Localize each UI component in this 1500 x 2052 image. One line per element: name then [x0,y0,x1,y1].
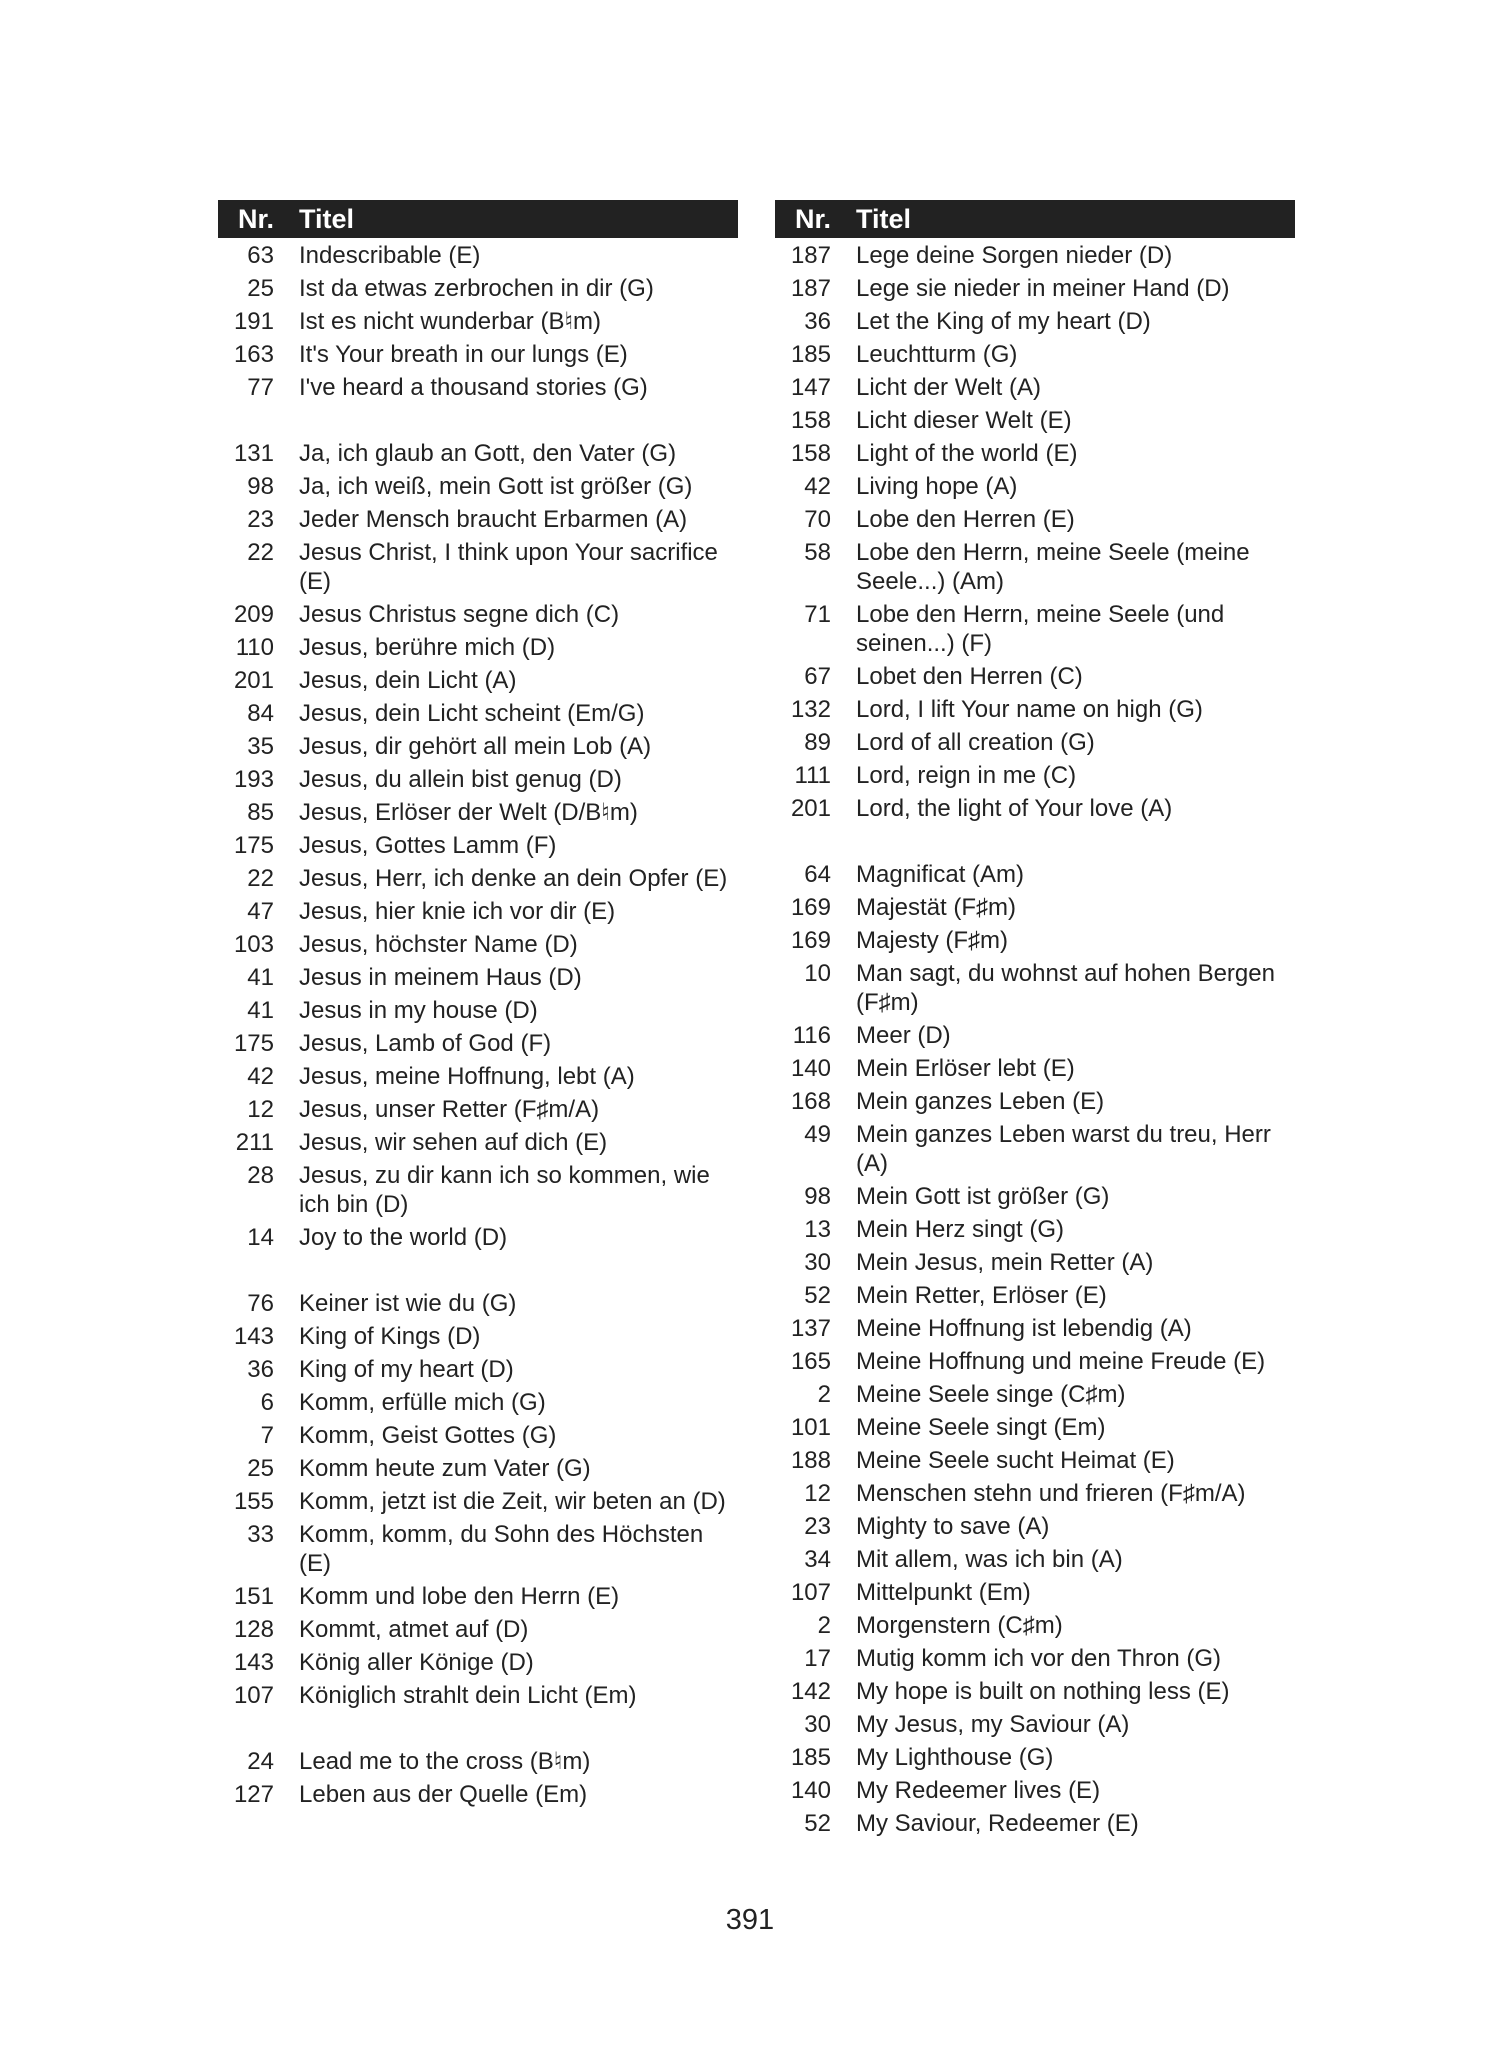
song-number: 107 [233,1682,274,1709]
song-number: 30 [804,1711,831,1738]
index-entry [775,1312,1295,1345]
song-title: Majestät (F♯m) [856,894,1017,921]
section-spacer [218,1254,738,1287]
song-title: My Saviour, Redeemer (E) [856,1810,1139,1837]
song-title: Königlich strahlt dein Licht (Em) [299,1682,637,1709]
song-number: 143 [233,1323,274,1350]
index-entry [775,1609,1295,1642]
index-entry [218,961,738,994]
index-entry [218,895,738,928]
index-entry [775,1378,1295,1411]
song-title: Lead me to the cross (B♮m) [299,1748,591,1775]
song-number: 42 [247,1063,274,1090]
song-number: 24 [247,1748,274,1775]
song-title: It's Your breath in our lungs (E) [299,341,628,368]
index-entry [218,470,738,503]
index-entry [775,437,1295,470]
song-number: 140 [790,1055,831,1082]
index-entry [218,1221,738,1254]
index-entry [775,1052,1295,1085]
song-number: 14 [247,1224,274,1251]
index-list-right [775,239,1295,1840]
song-number: 76 [247,1290,274,1317]
song-title: Komm, Geist Gottes (G) [299,1422,557,1449]
song-number: 163 [233,341,274,368]
song-number: 101 [790,1414,831,1441]
song-title: Mein Retter, Erlöser (E) [856,1282,1107,1309]
song-title: Jesus, höchster Name (D) [299,931,578,958]
index-entry [218,1159,738,1221]
index-entry [775,1279,1295,1312]
song-number: 23 [804,1513,831,1540]
index-entry [218,1485,738,1518]
song-title: Ja, ich glaub an Gott, den Vater (G) [299,440,677,467]
song-number: 47 [247,898,274,925]
song-title: I've heard a thousand stories (G) [299,374,648,401]
song-title: Meine Hoffnung ist lebendig (A) [856,1315,1192,1342]
song-title: Jesus in my house (D) [299,997,538,1024]
song-title: Mittelpunkt (Em) [856,1579,1031,1606]
song-title: Jesus, unser Retter (F♯m/A) [299,1096,600,1123]
song-number: 22 [247,865,274,892]
song-number: 132 [790,696,831,723]
index-entry [218,1452,738,1485]
song-number: 175 [233,832,274,859]
index-entry [218,1126,738,1159]
song-number: 131 [233,440,274,467]
song-title: Jesus, Herr, ich denke an dein Opfer (E) [299,865,728,892]
index-entry [218,1060,738,1093]
song-title: Lobe den Herren (E) [856,506,1075,533]
index-entry [775,1411,1295,1444]
index-entry [775,371,1295,404]
song-title: Jesus, zu dir kann ich so kommen, wie ich bin (D) [299,1162,710,1218]
song-title: Ist es nicht wunderbar (B♮m) [299,308,602,335]
index-entry [218,763,738,796]
song-title: Jesus, Lamb of God (F) [299,1030,552,1057]
song-number: 10 [804,960,831,987]
song-number: 64 [804,861,831,888]
song-number: 158 [790,440,831,467]
index-entry [775,726,1295,759]
song-number: 110 [235,634,274,661]
index-entry [775,338,1295,371]
song-number: 201 [233,667,274,694]
index-column-right [775,200,1295,1840]
song-title: Lege deine Sorgen nieder (D) [856,242,1173,269]
index-entry [218,1613,738,1646]
song-number: 169 [790,894,831,921]
song-number: 35 [247,733,274,760]
header-nr: Nr. [794,203,831,234]
index-entry [775,1180,1295,1213]
song-number: 187 [790,275,831,302]
song-number: 67 [804,663,831,690]
song-title: Meine Hoffnung und meine Freude (E) [856,1348,1266,1375]
song-number: 71 [804,601,831,628]
song-number: 127 [233,1781,274,1808]
index-entry [218,664,738,697]
index-entry [775,858,1295,891]
song-number: 84 [247,700,274,727]
song-title: Lege sie nieder in meiner Hand (D) [856,275,1230,302]
song-title: King of my heart (D) [299,1356,514,1383]
song-title: Mein Gott ist größer (G) [856,1183,1110,1210]
song-number: 34 [804,1546,831,1573]
song-title: Mein Jesus, mein Retter (A) [856,1249,1154,1276]
index-entry [775,503,1295,536]
index-entry [775,1576,1295,1609]
song-number: 6 [260,1389,274,1416]
index-entry [775,470,1295,503]
song-number: 2 [817,1612,831,1639]
index-entry [775,1118,1295,1180]
index-entry [775,759,1295,792]
index-entry [775,1019,1295,1052]
index-entry [218,994,738,1027]
song-title: Meine Seele singt (Em) [856,1414,1106,1441]
index-entry [775,305,1295,338]
index-entry [775,1510,1295,1543]
song-title: Jesus, dein Licht scheint (Em/G) [299,700,645,727]
song-number: 30 [804,1249,831,1276]
index-entry [218,1353,738,1386]
song-number: 17 [804,1645,831,1672]
song-number: 33 [247,1521,274,1548]
song-title: Let the King of my heart (D) [856,308,1151,335]
song-number: 85 [247,799,274,826]
index-entry [218,338,738,371]
song-title: Jeder Mensch braucht Erbarmen (A) [299,506,688,533]
index-entry [218,1320,738,1353]
index-entry [218,1518,738,1580]
section-spacer [218,404,738,437]
song-title: Komm und lobe den Herrn (E) [299,1583,620,1610]
song-title: Man sagt, du wohnst auf hohen Bergen (F♯m) [856,960,1275,1016]
song-number: 12 [804,1480,831,1507]
index-entry [218,305,738,338]
index-entry [775,272,1295,305]
index-entry [775,1642,1295,1675]
index-entry [775,693,1295,726]
index-entry [775,924,1295,957]
song-title: Ist da etwas zerbrochen in dir (G) [299,275,654,302]
song-title: Lord, the light of Your love (A) [856,795,1173,822]
song-number: 41 [247,997,274,1024]
index-entry [775,598,1295,660]
index-entry [775,1444,1295,1477]
section-spacer [775,825,1295,858]
song-number: 168 [790,1088,831,1115]
song-number: 77 [247,374,274,401]
song-title: Leben aus der Quelle (Em) [299,1781,588,1808]
song-title: Light of the world (E) [856,440,1078,467]
song-title: Jesus, meine Hoffnung, lebt (A) [299,1063,635,1090]
index-entry [218,1580,738,1613]
index-entry [218,371,738,404]
song-title: Jesus in meinem Haus (D) [299,964,582,991]
column-header [218,200,738,238]
song-number: 98 [247,473,274,500]
song-number: 41 [247,964,274,991]
index-entry [218,1093,738,1126]
index-entry [218,631,738,664]
song-number: 158 [790,407,831,434]
index-entry [218,1027,738,1060]
song-number: 188 [790,1447,831,1474]
song-number: 52 [804,1810,831,1837]
index-entry [218,796,738,829]
song-number: 142 [790,1678,831,1705]
song-title: Jesus, berühre mich (D) [299,634,556,661]
song-number: 143 [233,1649,274,1676]
index-entry [218,1679,738,1712]
song-title: Jesus Christus segne dich (C) [299,601,620,628]
song-number: 151 [233,1583,274,1610]
song-number: 128 [233,1616,274,1643]
song-number: 201 [790,795,831,822]
index-entry [218,598,738,631]
index-entry [218,272,738,305]
index-entry [775,1741,1295,1774]
song-title: Mein ganzes Leben warst du treu, Herr (A) [856,1121,1271,1177]
song-title: Mit allem, was ich bin (A) [856,1546,1123,1573]
index-entry [775,536,1295,598]
song-title: My Jesus, my Saviour (A) [856,1711,1130,1738]
song-title: My Lighthouse (G) [856,1744,1054,1771]
index-entry [775,792,1295,825]
song-title: Lobet den Herren (C) [856,663,1083,690]
index-entry [775,1246,1295,1279]
page-number: 391 [725,1904,775,1936]
index-entry [775,891,1295,924]
song-number: 140 [790,1777,831,1804]
index-entry [218,1419,738,1452]
song-title: Jesus, du allein bist genug (D) [299,766,622,793]
index-entry [775,1675,1295,1708]
index-entry [218,1745,738,1778]
song-number: 185 [790,341,831,368]
song-title: Lobe den Herrn, meine Seele (und seinen...) (F) [856,601,1225,657]
song-number: 175 [233,1030,274,1057]
index-entry [775,660,1295,693]
song-title: Komm, komm, du Sohn des Höchsten (E) [299,1521,704,1577]
song-number: 165 [790,1348,831,1375]
index-entry [218,862,738,895]
song-number: 22 [247,539,274,566]
index-entry [218,1778,738,1811]
song-title: Meine Seele sucht Heimat (E) [856,1447,1175,1474]
song-title: Licht dieser Welt (E) [856,407,1072,434]
song-title: Lord, I lift Your name on high (G) [856,696,1203,723]
index-entry [218,239,738,272]
song-number: 36 [247,1356,274,1383]
song-title: Ja, ich weiß, mein Gott ist größer (G) [299,473,693,500]
song-title: Keiner ist wie du (G) [299,1290,517,1317]
song-number: 2 [817,1381,831,1408]
index-column-left [218,200,738,1811]
song-number: 70 [804,506,831,533]
song-number: 28 [247,1162,274,1189]
song-title: My Redeemer lives (E) [856,1777,1101,1804]
song-title: Mutig komm ich vor den Thron (G) [856,1645,1222,1672]
song-number: 137 [790,1315,831,1342]
song-number: 7 [260,1422,274,1449]
index-entry [218,1287,738,1320]
song-title: Magnificat (Am) [856,861,1025,888]
index-entry [775,1085,1295,1118]
song-title: Jesus, dein Licht (A) [299,667,517,694]
song-title: Komm, erfülle mich (G) [299,1389,546,1416]
index-entry [218,503,738,536]
song-title: Komm, jetzt ist die Zeit, wir beten an (D) [299,1488,726,1515]
index-entry [218,730,738,763]
song-title: Mein ganzes Leben (E) [856,1088,1105,1115]
song-title: Majesty (F♯m) [856,927,1008,954]
song-number: 49 [804,1121,831,1148]
song-title: My hope is built on nothing less (E) [856,1678,1230,1705]
song-number: 23 [247,506,274,533]
song-title: Lobe den Herrn, meine Seele (meine Seele...) (Am) [856,539,1250,595]
index-list-left [218,239,738,1811]
section-spacer [218,1712,738,1745]
song-title: Morgenstern (C♯m) [856,1612,1063,1639]
song-title: Joy to the world (D) [299,1224,508,1251]
index-entry [775,1774,1295,1807]
song-title: Living hope (A) [856,473,1018,500]
index-entry [218,1386,738,1419]
song-number: 155 [233,1488,274,1515]
song-number: 42 [804,473,831,500]
song-title: Mighty to save (A) [856,1513,1050,1540]
song-title: Leuchtturm (G) [856,341,1018,368]
index-entry [775,1543,1295,1576]
song-title: Jesus, Gottes Lamm (F) [299,832,557,859]
song-title: Meine Seele singe (C♯m) [856,1381,1126,1408]
index-entry [775,1477,1295,1510]
song-number: 12 [247,1096,274,1123]
song-number: 116 [792,1022,831,1049]
song-number: 98 [804,1183,831,1210]
song-number: 36 [804,308,831,335]
column-header [775,200,1295,238]
index-entry [775,239,1295,272]
song-number: 209 [233,601,274,628]
song-number: 58 [804,539,831,566]
song-number: 52 [804,1282,831,1309]
index-entry [775,957,1295,1019]
song-title: Jesus, dir gehört all mein Lob (A) [299,733,652,760]
song-number: 103 [233,931,274,958]
song-title: Mein Herz singt (G) [856,1216,1065,1243]
song-title: Menschen stehn und frieren (F♯m/A) [856,1480,1246,1507]
song-number: 25 [247,275,274,302]
header-title: Titel [299,203,355,234]
index-entry [218,928,738,961]
song-title: Mein Erlöser lebt (E) [856,1055,1075,1082]
song-title: Meer (D) [856,1022,951,1049]
index-entry [218,829,738,862]
song-number: 107 [790,1579,831,1606]
song-number: 187 [790,242,831,269]
index-entry [218,1646,738,1679]
song-title: Jesus, hier knie ich vor dir (E) [299,898,616,925]
song-number: 63 [247,242,274,269]
song-title: Jesus, Erlöser der Welt (D/B♮m) [299,799,638,826]
song-title: Licht der Welt (A) [856,374,1041,401]
song-number: 13 [804,1216,831,1243]
song-title: König aller Könige (D) [299,1649,534,1676]
song-number: 111 [794,762,831,789]
song-title: Indescribable (E) [299,242,481,269]
song-number: 147 [790,374,831,401]
song-number: 169 [790,927,831,954]
index-entry [218,536,738,598]
song-number: 25 [247,1455,274,1482]
song-title: Lord of all creation (G) [856,729,1095,756]
song-title: Komm heute zum Vater (G) [299,1455,591,1482]
index-entry [775,1213,1295,1246]
song-number: 193 [233,766,274,793]
header-title: Titel [856,203,912,234]
song-title: Lord, reign in me (C) [856,762,1077,789]
song-title: Kommt, atmet auf (D) [299,1616,529,1643]
index-entry [775,1345,1295,1378]
header-nr: Nr. [237,203,274,234]
index-entry [218,437,738,470]
song-number: 185 [790,1744,831,1771]
index-entry [775,1708,1295,1741]
index-entry [775,404,1295,437]
index-entry [218,697,738,730]
song-number: 191 [233,308,274,335]
song-number: 89 [804,729,831,756]
index-entry [775,1807,1295,1840]
song-title: King of Kings (D) [299,1323,481,1350]
song-number: 211 [235,1129,274,1156]
song-title: Jesus, wir sehen auf dich (E) [299,1129,608,1156]
song-title: Jesus Christ, I think upon Your sacrifice (E) [299,539,718,595]
